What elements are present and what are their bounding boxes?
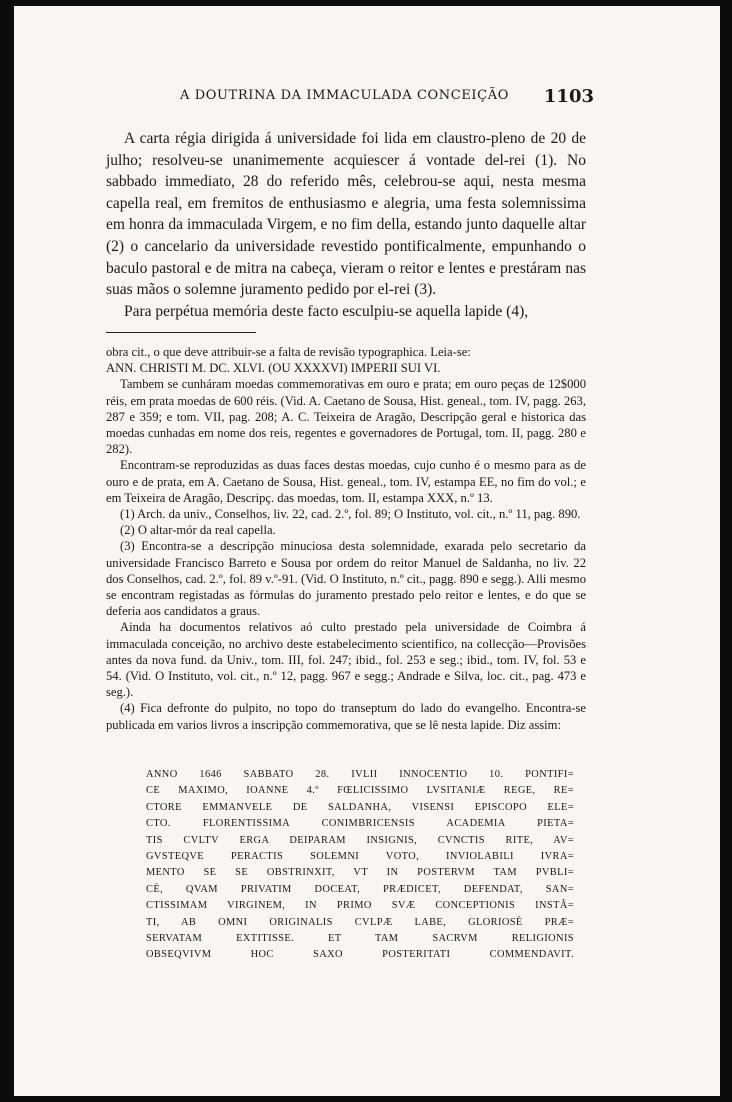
inscription-line: ANNO 1646 SABBATO 28. IVLII INNOCENTIO 10. PONTIFI= [146, 769, 574, 780]
inscription-line: TI, AB OMNI ORIGINALIS CVLPÆ LABE, GLORIOSÈ PRÆ= [146, 916, 574, 928]
footnote-4: (4) Fica defronte do pulpito, no topo do transeptum do lado do evangelho. Encontra-se publicada em varios livros a inscripção commemorativa, que se lê nesta lapide. Diz assim: [106, 701, 586, 732]
footnote-paragraph: Encontram-se reproduzidas as duas faces destas moedas, cujo cunho é o mesmo para as de ouro e de prata, em A. Caetano de Sousa, Hist. geneal., tom. IV, estampa EE, no fim do vol.; e em Teixeira de Aragão, Descripç. das moedas, tom. II, estampa XXX, n.º 13. [106, 458, 586, 505]
footnote-continuation: obra cit., o que deve attribuir-se a falta de revisão typographica. Leia-se: [106, 345, 471, 359]
footnotes [106, 344, 586, 733]
footnote-correction: ANN. CHRISTI M. DC. XLVI. (OU XXXXVI) IMPERII SUI VI. [106, 361, 441, 376]
footnote-3: (3) Encontra-se a descripção minuciosa desta solemnidade, exarada pelo secretario da universidade Francisco Barreto e Sousa por ordem do reitor Manuel de Saldanha, no liv. 22 dos Conselhos, cad. 2.º, fol. 89 v.º-91. (Vid. O Instituto, n.º cit., pagg. 890 e segg.). Alli mesmo se encontram registadas as fórmulas do juramento prestado pelo reitor e lentes, e do que se deferia aos candidatos a graus. [106, 539, 586, 619]
footnote-2: (2) O altar-mór da real capella. [120, 523, 276, 538]
page-header [92, 86, 594, 110]
inscription-line: SERVATAM EXTITISSE. ET TAM SACRVM RELIGIONIS [146, 933, 574, 945]
page-number: 1103 [543, 86, 594, 107]
body-paragraph: Para perpétua memória deste facto esculpiu-se aquella lapide (4), [124, 302, 529, 320]
scan-border-right [720, 0, 732, 1102]
scan-border-left [0, 0, 14, 1102]
inscription-block [146, 767, 574, 964]
footnote-paragraph: Tambem se cunháram moedas commemorativas em ouro e prata; em ouro peças de 12$000 réis, em prata moedas de 600 réis. (Vid. A. Caetano de Sousa, Hist. geneal., tom. IV, pagg. 263, 287 e 359; e tom. VII, pag. 208; A. C. Teixeira de Aragão, Descripção geral e historica das moedas cunhadas em nome dos reis, regentes e governadores de Portugal, tom. II, pagg. 280 e 282). [106, 377, 586, 457]
inscription-line: CTO. FLORENTISSIMA CONIMBRICENSIS ACADEMIA PIETA= [146, 818, 574, 830]
footnote-1: (1) Arch. da univ., Conselhos, liv. 22, cad. 2.º, fol. 89; O Instituto, vol. cit., n.º 11, pag. 890. [120, 507, 581, 522]
body-paragraph: A carta régia dirigida á universidade foi lida em claustro-pleno de 20 de julho; resolveu-se unanimemente acquiescer á vontade del-rei (1). No sabbado immediato, 28 do referido mês, celebrou-se aqui, nesta mesma capella real, em fremitos de enthusiasmo e alegria, uma festa solemnissima em honra da immaculada Virgem, e no fim della, estando junto daquelle altar (2) o cancelario da universidade revestido pontificalmente, empunhando o baculo pastoral e de mitra na cabeça, vieram o reitor e lentes e prestáram nas suas mãos o solemne juramento pedido por el-rei (3). [106, 130, 586, 299]
inscription-line: CTISSIMAM VIRGINEM, IN PRIMO SVÆ CONCEPTIONIS INSTÃ= [146, 900, 574, 912]
inscription-line: OBSEQVIVM HOC SAXO POSTERITATI COMMENDAVIT. [146, 949, 574, 961]
footnote-rule [106, 332, 256, 333]
scan-border-bottom [0, 1096, 732, 1102]
inscription-line: MENTO SE SE OBSTRINXIT, VT IN POSTERVM TAM PVBLI= [146, 867, 574, 879]
running-title: A DOUTRINA DA IMMACULADA CONCEIÇÃO [180, 88, 509, 103]
inscription-line: GVSTEQVE PERACTIS SOLEMNI VOTO, INVIOLABILI IVRA= [146, 851, 574, 863]
main-text [106, 128, 586, 322]
inscription-line: CÈ, QVAM PRIVATIM DOCEAT, PRÆDICET, DEFENDAT, SAN= [146, 883, 574, 895]
inscription-line: CE MAXIMO, IOANNE 4.º FŒLICISSIMO LVSITANIÆ REGE, RE= [146, 785, 574, 797]
inscription-line: CTORE EMMANVELE DE SALDANHA, VISENSI EPISCOPO ELE= [146, 801, 574, 813]
footnote-paragraph: Ainda ha documentos relativos aó culto prestado pela universidade de Coimbra á immaculada conceição, no archivo deste estabelecimento scientifico, na collecção—Provisões antes da nova fund. da Univ., tom. III, fol. 247; ibid., fol. 253 e seg.; ibid., tom. IV, fol. 53 e 54. (Vid. O Instituto, vol. cit., n.º 12, pagg. 967 e segg.; Andrade e Silva, loc. cit., pag. 473 e seg.). [106, 620, 586, 700]
inscription-line: TIS CVLTV ERGA DEIPARAM INSIGNIS, CVNCTIS RITE, AV= [146, 834, 574, 846]
